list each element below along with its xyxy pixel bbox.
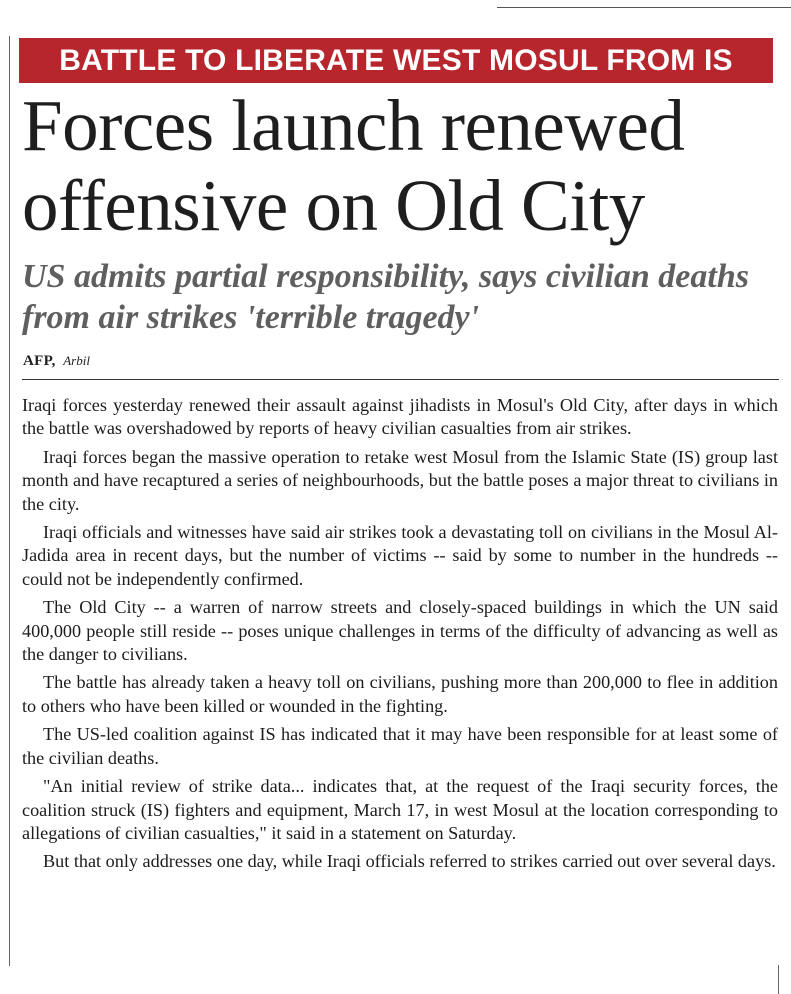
paragraph: "An initial review of strike data... indicates that, at the request of the Iraqi security forces, the coalition struck (IS) fighters and equipment, March 17, in west Mosul at the location corresponding to allegations of civilian casualties," it said in a statement on Saturday. — [22, 776, 778, 843]
byline-location: Arbil — [63, 353, 90, 368]
left-column-rule — [9, 36, 10, 966]
paragraph: Iraqi forces yesterday renewed their assault against jihadists in Mosul's Old City, after days in which the battle was overshadowed by reports of heavy civilian casualties from air strikes. — [22, 395, 778, 439]
paragraph: The Old City -- a warren of narrow streets and closely-spaced buildings in which the UN said 400,000 people still reside -- poses unique challenges in terms of the difficulty of advancing as well as the danger to civilians. — [22, 597, 778, 665]
byline-agency: AFP, — [23, 353, 56, 369]
paragraph: Iraqi forces began the massive operation to retake west Mosul from the Islamic State (IS) group last month and have recaptured a series of neighbourhoods, but the battle poses a major threat to civilians in the city. — [22, 446, 778, 514]
headline: Forces launch renewed offensive on Old City — [22, 85, 685, 246]
article-body — [22, 394, 778, 879]
top-divider — [497, 7, 791, 8]
paragraph: But that only addresses one day, while Iraqi officials referred to strikes carried out over several days. — [43, 851, 776, 872]
right-column-rule — [778, 965, 779, 994]
kicker-banner: BATTLE TO LIBERATE WEST MOSUL FROM IS — [19, 38, 773, 83]
byline-divider — [22, 379, 779, 380]
paragraph: Iraqi officials and witnesses have said air strikes took a devastating toll on civilians in the Mosul Al-Jadida area in recent days, but the number of victims -- said by some to number in the hundreds -- could not be independently confirmed. — [22, 522, 778, 589]
paragraph: The battle has already taken a heavy toll on civilians, pushing more than 200,000 to flee in addition to others who have been killed or wounded in the fighting. — [22, 672, 778, 716]
subheadline: US admits partial responsibility, says civilian deaths from air strikes 'terrible tragedy' — [22, 258, 749, 336]
paragraph: The US-led coalition against IS has indicated that it may have been responsible for at least some of the civilian deaths. — [22, 724, 778, 768]
byline — [23, 353, 90, 370]
